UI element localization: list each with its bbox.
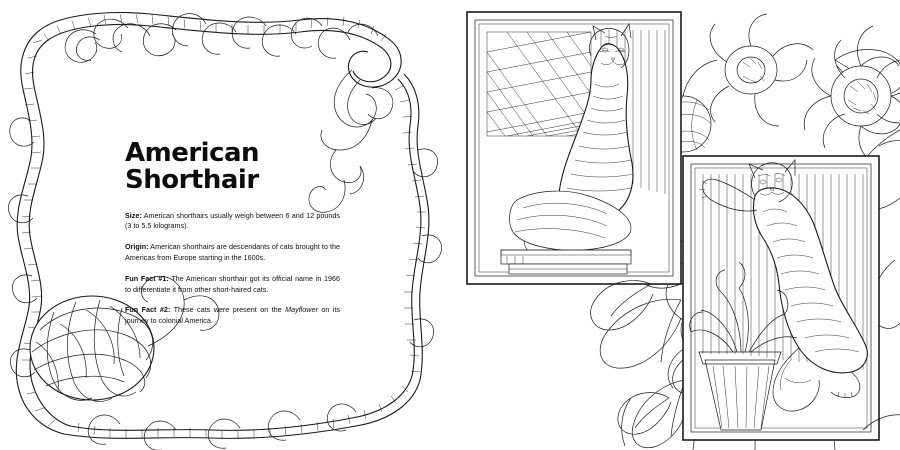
fact-fun-1-label: Fun Fact #1: <box>125 273 169 283</box>
framed-panel-small <box>683 156 879 440</box>
fact-origin-text: American shorthairs are descendants of cats brought to the Americas from Europe starting in the 1600s. <box>125 242 340 262</box>
framed-panel-large <box>467 12 681 284</box>
fact-origin <box>125 242 340 264</box>
page-title: American Shorthair <box>125 138 260 196</box>
fact-fun-2-text-after: on its journey to colonial America. <box>125 305 340 326</box>
fact-fun-2-italic: Mayflower <box>285 305 318 315</box>
fact-fun-2-label: Fun Fact #2: <box>125 305 171 315</box>
sunflower-mid <box>710 14 813 126</box>
fact-size-text: American shorthairs usually weigh between 6 and 12 pounds (3 to 5.5 kilograms). <box>125 210 340 231</box>
right-page <box>455 0 900 450</box>
fact-origin-label: Origin: <box>125 242 149 252</box>
fact-fun-2-text-before: These cats were present on the <box>170 305 286 315</box>
fact-size <box>125 211 340 233</box>
fact-fun-1-text: The American shorthair got its official name in 1966 to differentiate it from other short-haired cats. <box>125 273 340 294</box>
cat-illustration <box>455 0 900 450</box>
page-gutter <box>452 0 453 450</box>
breed-info-block <box>125 140 340 337</box>
sunflower-top-right <box>804 26 900 164</box>
fact-fun-1 <box>125 274 340 296</box>
fact-size-label: Size: <box>125 210 142 220</box>
fact-fun-2 <box>125 305 340 327</box>
